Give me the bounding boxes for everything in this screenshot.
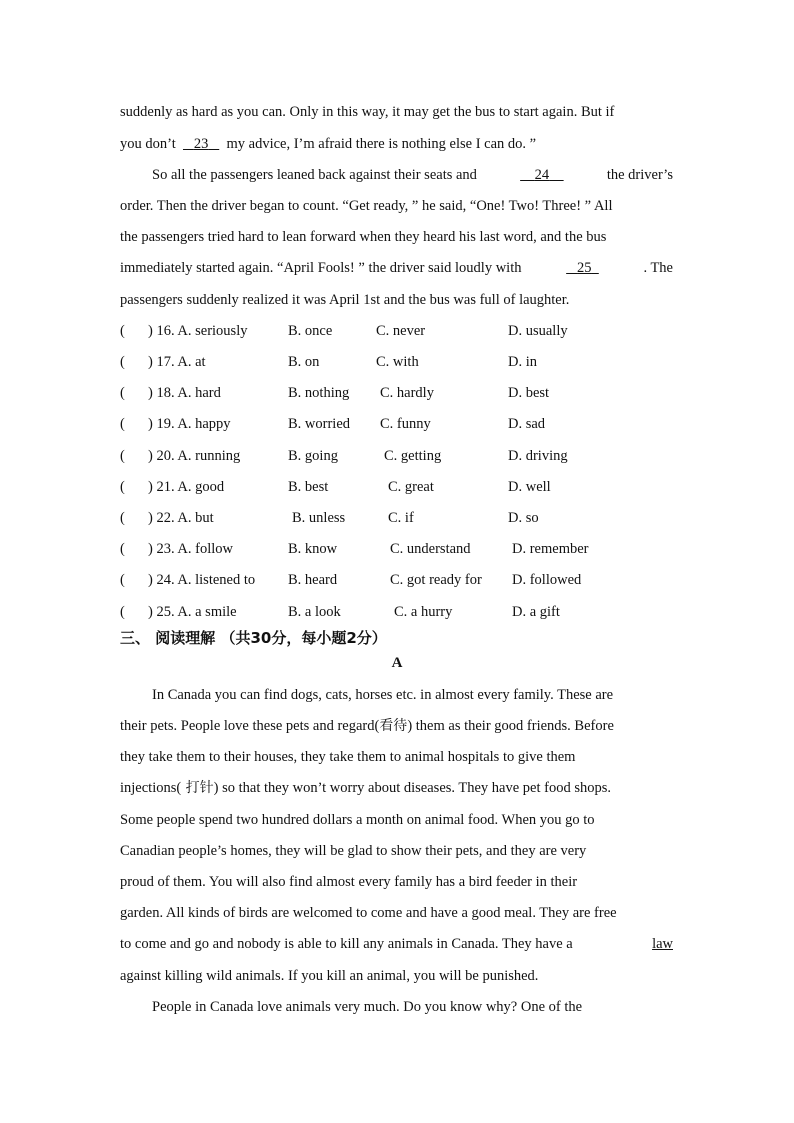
answer-paren: ( — [120, 385, 125, 401]
passage-text: . The — [643, 260, 673, 276]
passage-text: Canadian people’s homes, they will be glad to show their pets, and they are very — [120, 843, 587, 859]
passage-a-line-11 — [152, 997, 673, 1017]
passage-text: immediately started again. “April Fools! ” the driver said loudly with — [120, 260, 522, 276]
passage-text: Some people spend two hundred dollars a month on animal food. When you go to — [120, 812, 595, 828]
answer-paren: ( — [120, 448, 125, 464]
blank-24: 24 — [534, 167, 550, 183]
passage-a-line-4 — [120, 778, 673, 798]
option-c: C. getting — [384, 448, 442, 464]
passage-text: garden. All kinds of birds are welcomed to come and have a good meal. They are free — [120, 905, 617, 921]
passage-label: A — [391, 655, 403, 671]
passage-line-6 — [120, 258, 673, 278]
passage-text: injections( — [120, 780, 182, 796]
option-b: B. unless — [292, 510, 346, 526]
question-number: ) 21. A. good — [148, 479, 225, 495]
passage-text: to come and go and nobody is able to kill any animals in Canada. They have a — [120, 936, 573, 952]
passage-text: the passengers tried hard to lean forward when they heard his last word, and the bus — [120, 229, 607, 245]
option-d: D. so — [508, 510, 539, 526]
question-number: ) 25. A. a smile — [148, 604, 237, 620]
option-d: D. followed — [512, 572, 582, 588]
passage-text: my advice, I’m afraid there is nothing else I can do. ” — [226, 136, 537, 152]
passage-a-line-3 — [120, 747, 673, 767]
passage-text: passengers suddenly realized it was April 1st and the bus was full of laughter. — [120, 292, 570, 308]
option-b: B. on — [288, 354, 320, 370]
passage-a-line-2 — [120, 716, 673, 736]
passage-a-line-9 — [120, 934, 673, 954]
question-number: ) 20. A. running — [148, 448, 241, 464]
answer-paren: ( — [120, 604, 125, 620]
question-number: ) 17. A. at — [148, 354, 206, 370]
option-d: D. driving — [508, 448, 568, 464]
option-c: C. great — [388, 479, 434, 495]
passage-text: ) so that they won’t worry about diseases. They have pet food shops. — [213, 780, 612, 796]
option-c: C. funny — [380, 416, 431, 432]
blank-25: 25 — [577, 260, 592, 276]
answer-paren: ( — [120, 354, 125, 370]
passage-a-line-8 — [120, 903, 673, 923]
option-c: C. with — [376, 354, 419, 370]
option-b: B. best — [288, 479, 329, 495]
passage-a-line-7 — [120, 872, 673, 892]
passage-text: In Canada you can find dogs, cats, horses etc. in almost every family. These are — [152, 687, 614, 703]
option-c: C. got ready for — [390, 572, 482, 588]
option-d: D. well — [508, 479, 551, 495]
option-d: D. in — [508, 354, 537, 370]
passage-a-line-10 — [120, 966, 673, 986]
option-c: C. never — [376, 323, 426, 339]
option-b: B. going — [288, 448, 338, 464]
option-d: D. usually — [508, 323, 568, 339]
passage-text: their pets. People love these pets and regard( — [120, 718, 380, 734]
option-d: D. remember — [512, 541, 589, 557]
passage-text: order. Then the driver began to count. “Get ready, ” he said, “One! Two! Three! ” All — [120, 198, 613, 214]
section-title: 三、 阅读理解 （共30分，每小题2分） — [120, 629, 387, 647]
answer-paren: ( — [120, 510, 125, 526]
option-b: B. know — [288, 541, 338, 557]
passage-a-line-6 — [120, 841, 673, 861]
answer-paren: ( — [120, 541, 125, 557]
chinese-gloss: 看待 — [379, 718, 408, 734]
option-b: B. a look — [288, 604, 341, 620]
passage-line-2 — [120, 134, 673, 154]
passage-text: So all the passengers leaned back against their seats and — [152, 167, 477, 183]
option-c: C. a hurry — [394, 604, 453, 620]
passage-text: they take them to their houses, they take them to animal hospitals to give them — [120, 749, 576, 765]
blank-23: 23 — [193, 136, 209, 152]
underlined-word-law: law — [652, 936, 673, 952]
option-c: C. understand — [390, 541, 471, 557]
passage-text: you don’t — [120, 136, 176, 152]
passage-a-line-5 — [120, 810, 673, 830]
option-b: B. worried — [288, 416, 351, 432]
question-number: ) 22. A. but — [148, 510, 214, 526]
passage-line-4 — [120, 196, 673, 216]
chinese-gloss: 打针 — [181, 780, 214, 796]
passage-line-3 — [152, 165, 673, 185]
question-number: ) 16. A. seriously — [148, 323, 248, 339]
option-d: D. sad — [508, 416, 546, 432]
option-b: B. once — [288, 323, 333, 339]
option-d: D. a gift — [512, 604, 560, 620]
option-c: C. hardly — [380, 385, 434, 401]
answer-paren: ( — [120, 416, 125, 432]
passage-text: against killing wild animals. If you kill an animal, you will be punished. — [120, 968, 539, 984]
passage-line-7 — [120, 290, 673, 310]
answer-paren: ( — [120, 572, 125, 588]
question-number: ) 18. A. hard — [148, 385, 221, 401]
passage-text: proud of them. You will also find almost every family has a bird feeder in their — [120, 874, 578, 890]
question-number: ) 19. A. happy — [148, 416, 231, 432]
passage-text: the driver’s — [606, 167, 673, 183]
answer-paren: ( — [120, 323, 125, 339]
question-number: ) 24. A. listened to — [148, 572, 256, 588]
passage-line-5 — [120, 227, 673, 247]
passage-text: ) them as their good friends. Before — [407, 718, 614, 734]
question-number: ) 23. A. follow — [148, 541, 233, 557]
passage-text: suddenly as hard as you can. Only in this way, it may get the bus to start again. But if — [120, 104, 615, 120]
answer-paren: ( — [120, 479, 125, 495]
passage-text: People in Canada love animals very much. Do you know why? One of the — [152, 999, 583, 1015]
option-c: C. if — [388, 510, 414, 526]
option-b: B. heard — [288, 572, 338, 588]
passage-a-line-1 — [152, 685, 673, 705]
option-b: B. nothing — [288, 385, 350, 401]
option-d: D. best — [508, 385, 550, 401]
passage-line-1 — [120, 102, 673, 122]
